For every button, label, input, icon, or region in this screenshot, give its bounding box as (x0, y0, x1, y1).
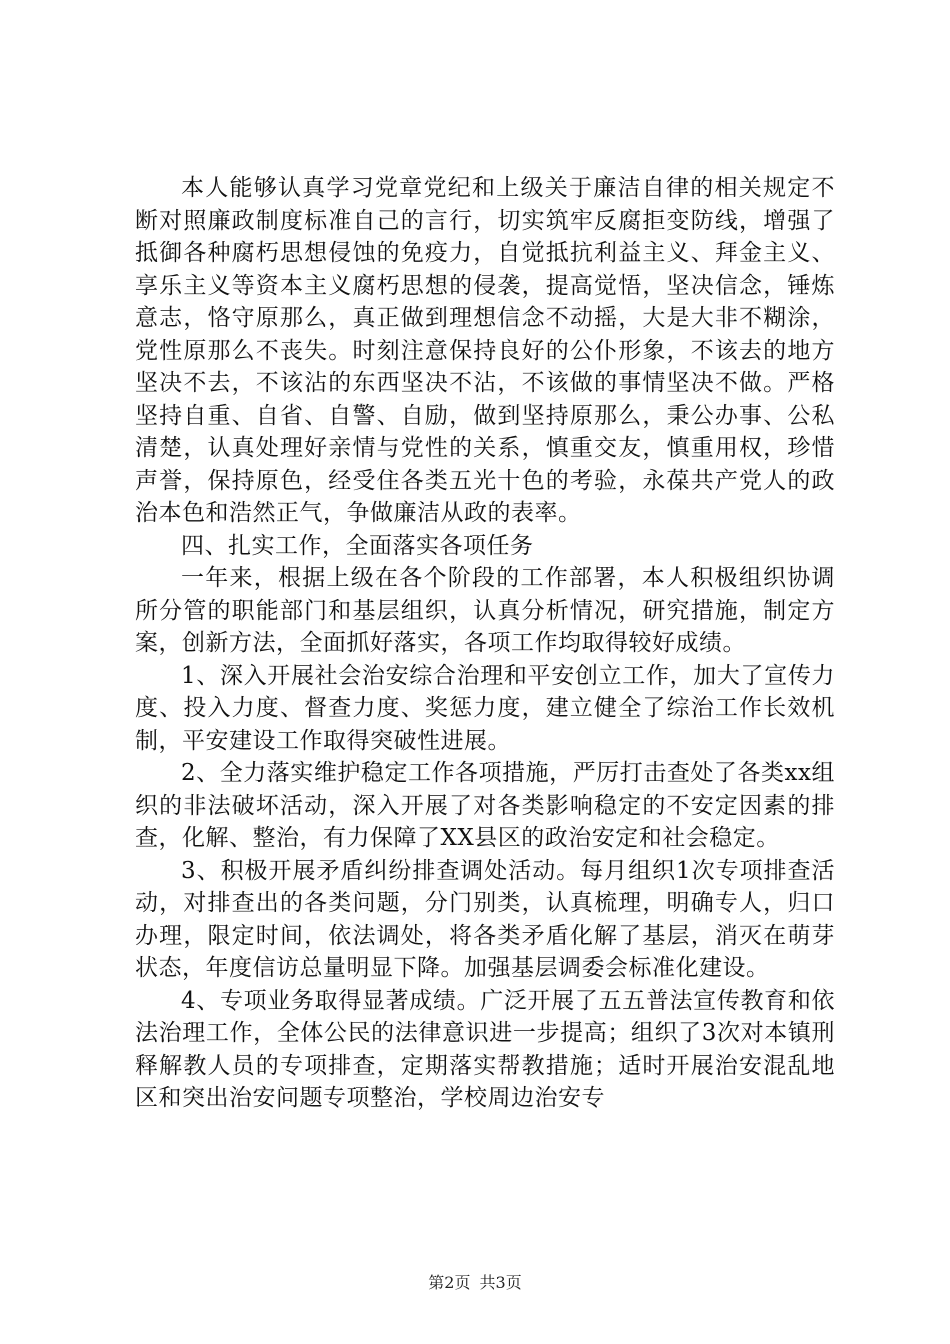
document-body (135, 172, 835, 1115)
page-footer (0, 1270, 950, 1293)
page-number: 第2页 (428, 1273, 471, 1292)
paragraph-item-2: 2、全力落实维护稳定工作各项措施，严厉打击查处了各类xx组织的非法破坏活动，深入开展了对各类影响稳定的不安定因素的排查，化解、整治，有力保障了XX县区的政治安定和社会稳定。 (135, 760, 835, 851)
paragraph-item-1: 1、深入开展社会治安综合治理和平安创立工作，加大了宣传力度、投入力度、督查力度、奖惩力度，建立健全了综治工作长效机制，平安建设工作取得突破性进展。 (135, 662, 835, 754)
section-heading-four: 四、扎实工作，全面落实各项任务 (181, 532, 534, 559)
paragraph-item-4: 4、专项业务取得显著成绩。广泛开展了五五普法宣传教育和依法治理工作，全体公民的法律意识进一步提高；组织了3次对本镇刑释解教人员的专项排查，定期落实帮教措施；适时开展治安混乱地区和突出治安问题专项整治，学校周边治安专 (135, 987, 835, 1111)
paragraph-integrity: 本人能够认真学习党章党纪和上级关于廉洁自律的相关规定不断对照廉政制度标准自己的言行，切实筑牢反腐拒变防线，增强了抵御各种腐朽思想侵蚀的免疫力，自觉抵抗利益主义、拜金主义、享乐主义等资本主义腐朽思想的侵袭，提高觉悟，坚决信念，锤炼意志，恪守原那么，真正做到理想信念不动摇，大是大非不糊涂，党性原那么不丧失。时刻注意保持良好的公仆形象，不该去的地方坚决不去，不该沾的东西坚决不沾，不该做的事情坚决不做。严格坚持自重、自省、自警、自励，做到坚持原那么，秉公办事、公私清楚，认真处理好亲情与党性的关系，慎重交友，慎重用权，珍惜声誉，保持原色，经受住各类五光十色的考验，永葆共产党人的政治本色和浩然正气，争做廉洁从政的表率。 (135, 175, 835, 526)
paragraph-item-3: 3、积极开展矛盾纠纷排查调处活动。每月组织1次专项排查活动，对排查出的各类问题，分门别类，认真梳理，明确专人，归口办理，限定时间，依法调处，将各类矛盾化解了基层，消灭在萌芽状态，年度信访总量明显下降。加强基层调委会标准化建设。 (135, 857, 835, 981)
page-total: 共3页 (479, 1273, 522, 1292)
paragraph-year-summary: 一年来，根据上级在各个阶段的工作部署，本人积极组织协调所分管的职能部门和基层组织，认真分析情况，研究措施，制定方案，创新方法，全面抓好落实，各项工作均取得较好成绩。 (135, 565, 835, 656)
